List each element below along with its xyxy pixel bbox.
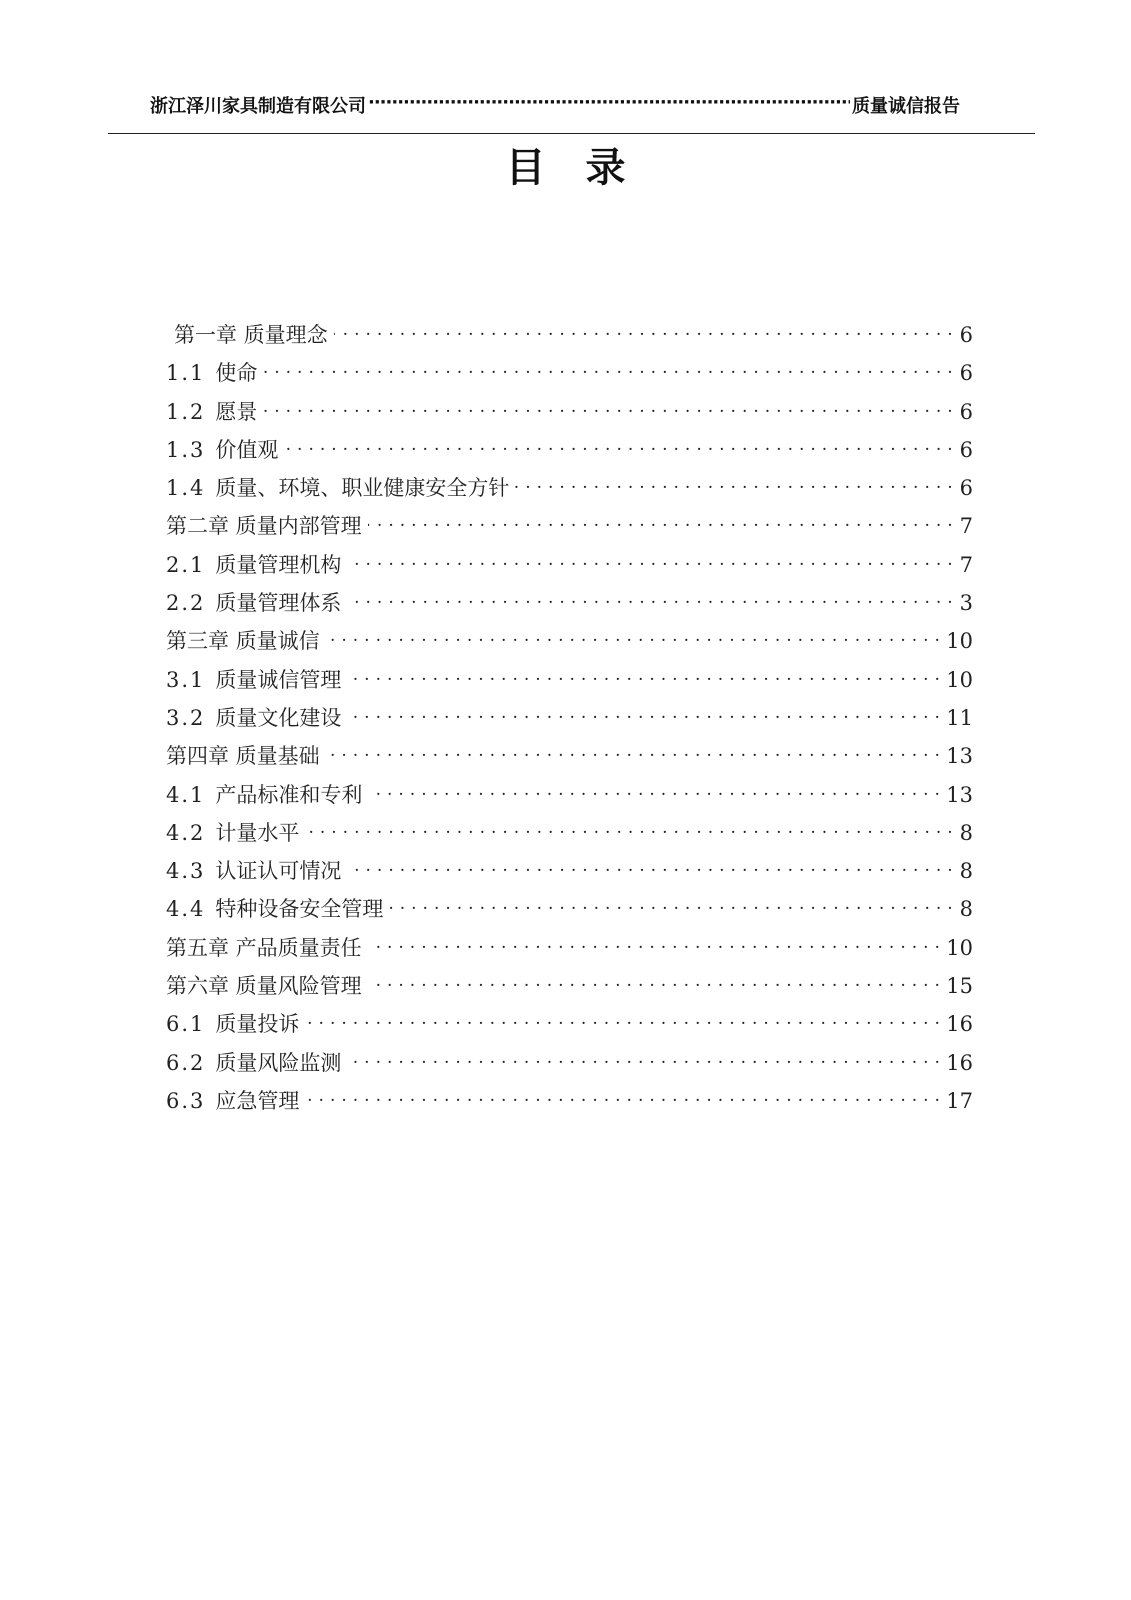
toc-entry-page: 3 (959, 591, 973, 616)
toc-entry-page: 17 (946, 1088, 973, 1113)
toc-dot-leader (347, 701, 940, 725)
toc-entry-page: 6 (959, 361, 973, 386)
toc-entry-label: 质量、环境、职业健康安全方针 (215, 476, 510, 501)
toc-entry[interactable] (166, 509, 973, 547)
toc-dot-leader (368, 778, 940, 802)
toc-entry-label: 第六章 质量风险管理 (166, 974, 362, 999)
toc-dot-leader (368, 969, 941, 993)
toc-entry[interactable] (166, 816, 973, 854)
toc-entry[interactable] (166, 701, 973, 739)
toc-entry-label: 第三章 质量诚信 (166, 629, 320, 654)
toc-dot-leader (326, 739, 941, 763)
toc-entry-label: 应急管理 (215, 1088, 300, 1113)
toc-dot-leader (263, 395, 953, 419)
page-header (150, 92, 960, 118)
header-report-title: 质量诚信报告 (852, 96, 960, 117)
toc-entry[interactable] (166, 395, 973, 433)
toc-entry-number: 6.1 (166, 1012, 206, 1037)
toc-entry-page: 10 (946, 935, 973, 960)
toc-entry-number: 1.1 (166, 361, 206, 386)
table-of-contents (166, 318, 973, 1122)
header-rule (108, 133, 1035, 134)
toc-entry-number: 6.3 (166, 1088, 206, 1113)
toc-entry-page: 15 (946, 974, 973, 999)
toc-entry[interactable] (166, 1007, 973, 1045)
toc-dot-leader (305, 1007, 940, 1031)
toc-entry-number: 4.4 (166, 897, 206, 922)
toc-entry-label: 第一章 质量理念 (174, 323, 328, 347)
toc-entry[interactable] (166, 739, 973, 777)
toc-entry-label: 认证认可情况 (215, 859, 342, 884)
toc-entry-number: 6.2 (166, 1050, 206, 1075)
toc-entry-label: 质量诚信管理 (215, 667, 342, 692)
header-company: 浙江泽川家具制造有限公司 (150, 96, 366, 117)
toc-entry-label: 产品标准和专利 (215, 782, 363, 807)
toc-entry-label: 质量投诉 (215, 1012, 300, 1037)
toc-entry-page: 13 (946, 782, 973, 807)
toc-entry-label: 第四章 质量基础 (166, 744, 320, 769)
toc-dot-leader (515, 471, 953, 495)
toc-entry-page: 6 (959, 399, 973, 424)
toc-entry-page: 16 (946, 1050, 973, 1075)
toc-entry-label: 质量风险监测 (215, 1050, 342, 1075)
toc-entry-label: 质量文化建设 (215, 705, 342, 730)
toc-entry-page: 8 (959, 859, 973, 884)
toc-dot-leader (326, 624, 941, 648)
toc-entry-number: 4.2 (166, 820, 206, 845)
toc-entry-page: 8 (959, 820, 973, 845)
toc-entry[interactable] (166, 931, 973, 969)
toc-entry-label: 计量水平 (215, 820, 300, 845)
toc-dot-leader (305, 1084, 940, 1108)
toc-entry-label: 质量管理体系 (215, 591, 342, 616)
toc-entry[interactable] (166, 586, 973, 624)
toc-entry-page: 10 (946, 629, 973, 654)
toc-entry-label: 质量管理机构 (215, 552, 342, 577)
toc-dot-leader (389, 892, 953, 916)
toc-entry[interactable] (166, 892, 973, 930)
toc-dot-leader (347, 548, 953, 572)
toc-entry-number: 4.3 (166, 859, 206, 884)
toc-entry[interactable] (166, 1046, 973, 1084)
toc-dot-leader (368, 931, 941, 955)
toc-entry-label: 愿景 (215, 399, 258, 424)
toc-entry-page: 16 (946, 1012, 973, 1037)
toc-entry-label: 第五章 产品质量责任 (166, 935, 362, 960)
toc-title-char-1: 目 (505, 145, 586, 191)
toc-entry[interactable] (166, 356, 973, 394)
toc-entry-page: 8 (959, 897, 973, 922)
toc-entry-number: 1.3 (166, 437, 206, 462)
toc-entry-number: 2.2 (166, 591, 206, 616)
toc-entry-label: 第二章 质量内部管理 (166, 514, 362, 539)
toc-entry-page: 6 (959, 437, 973, 462)
toc-entry[interactable] (166, 318, 973, 356)
toc-title-char-2: 录 (585, 145, 666, 191)
toc-entry-number: 1.2 (166, 399, 206, 424)
toc-entry[interactable] (166, 471, 973, 509)
toc-entry-page: 7 (959, 552, 973, 577)
toc-entry[interactable] (166, 854, 973, 892)
toc-entry-page: 13 (946, 744, 973, 769)
toc-entry-page: 11 (946, 705, 973, 730)
toc-entry-number: 4.1 (166, 782, 206, 807)
toc-entry-label: 特种设备安全管理 (215, 897, 384, 922)
toc-entry[interactable] (166, 969, 973, 1007)
toc-dot-leader (347, 1046, 940, 1070)
toc-entry[interactable] (166, 778, 973, 816)
toc-entry-label: 使命 (215, 361, 258, 386)
toc-dot-leader (334, 318, 953, 342)
toc-dot-leader (284, 433, 953, 457)
toc-dot-leader (263, 356, 953, 380)
toc-entry-number: 2.1 (166, 552, 206, 577)
header-dot-leader (368, 92, 850, 118)
toc-dot-leader (347, 663, 940, 687)
toc-entry-label: 价值观 (215, 437, 279, 462)
toc-entry[interactable] (166, 548, 973, 586)
toc-entry[interactable] (166, 1084, 973, 1122)
toc-entry-page: 7 (959, 514, 973, 539)
toc-title (0, 136, 1131, 193)
toc-dot-leader (347, 586, 953, 610)
toc-dot-leader (305, 816, 953, 840)
toc-entry[interactable] (166, 663, 973, 701)
toc-entry-page: 10 (946, 667, 973, 692)
toc-entry-page: 6 (959, 476, 973, 501)
toc-entry-number: 1.4 (166, 476, 206, 501)
toc-entry[interactable] (166, 624, 973, 662)
toc-dot-leader (368, 509, 953, 533)
toc-entry[interactable] (166, 433, 973, 471)
toc-entry-number: 3.1 (166, 667, 206, 692)
toc-entry-number: 3.2 (166, 705, 206, 730)
toc-dot-leader (347, 854, 953, 878)
toc-entry-page: 6 (959, 323, 973, 347)
